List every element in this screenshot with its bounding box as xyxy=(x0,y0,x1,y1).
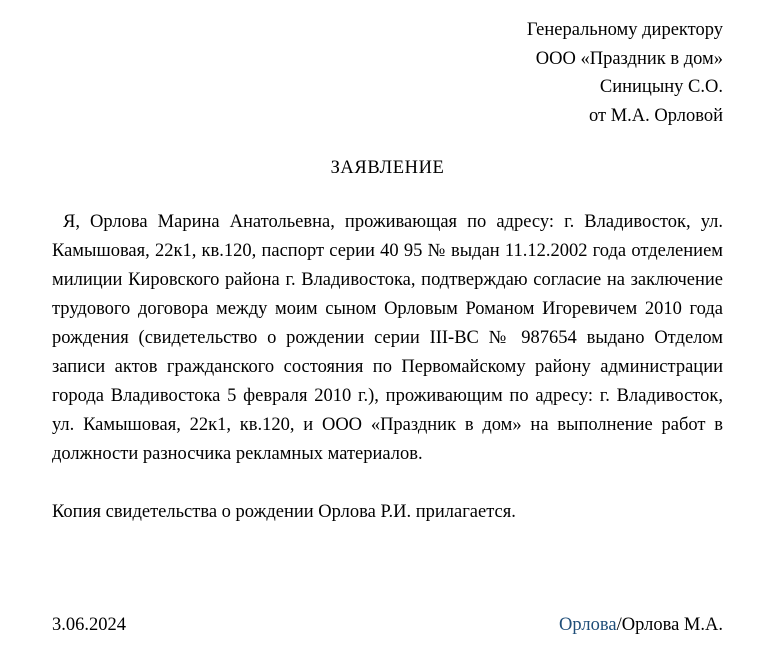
signature-separator: / xyxy=(616,615,622,635)
addressee-line-company: ООО «Праздник в дом» xyxy=(535,48,723,69)
document-title: ЗАЯВЛЕНИЕ xyxy=(330,158,445,179)
addressee-line-from: от М.А. Орловой xyxy=(588,105,723,126)
body-paragraph-attachment: Копия свидетельства о рождении Орлова Р.И. прилагается. xyxy=(52,502,516,523)
addressee-line-director-name: Синицыну С.О. xyxy=(599,77,723,98)
signer-name: Орлова М.А. xyxy=(621,615,723,635)
addressee-line-director: Генеральному директору xyxy=(526,20,723,40)
signature-row xyxy=(52,612,723,638)
document-content xyxy=(52,0,723,527)
body-paragraph-main: Я, Орлова Марина Анатольевна, проживающая по адресу: г. Владивосток, ул. Камышовая, 22к1, кв.120, паспорт серии 40 95 № выдан 11.12.2002 года отделением милиции Кировского района г. Владивостока, подтверждаю согласие на заключение трудового договора между моим сыном Орловым Романом Игоревичем 2010 года рождения (свидетельство о рождении серии III-ВС № 987654 выдано Отделом записи актов гражданского состояния по Первомайскому району администрации города Владивостока 5 февраля 2010 г.), проживающим по адресу: г. Владивосток, ул. Камышовая, 22к1, кв.120, и ООО «Праздник в дом» на выполнение работ в должности разносчика рекламных материалов. xyxy=(52,212,723,465)
addressee-block xyxy=(52,16,723,130)
handwritten-signature: Орлова xyxy=(559,615,617,635)
signature-block xyxy=(559,612,723,638)
document-body xyxy=(52,208,723,527)
signature-date: 3.06.2024 xyxy=(52,615,126,635)
